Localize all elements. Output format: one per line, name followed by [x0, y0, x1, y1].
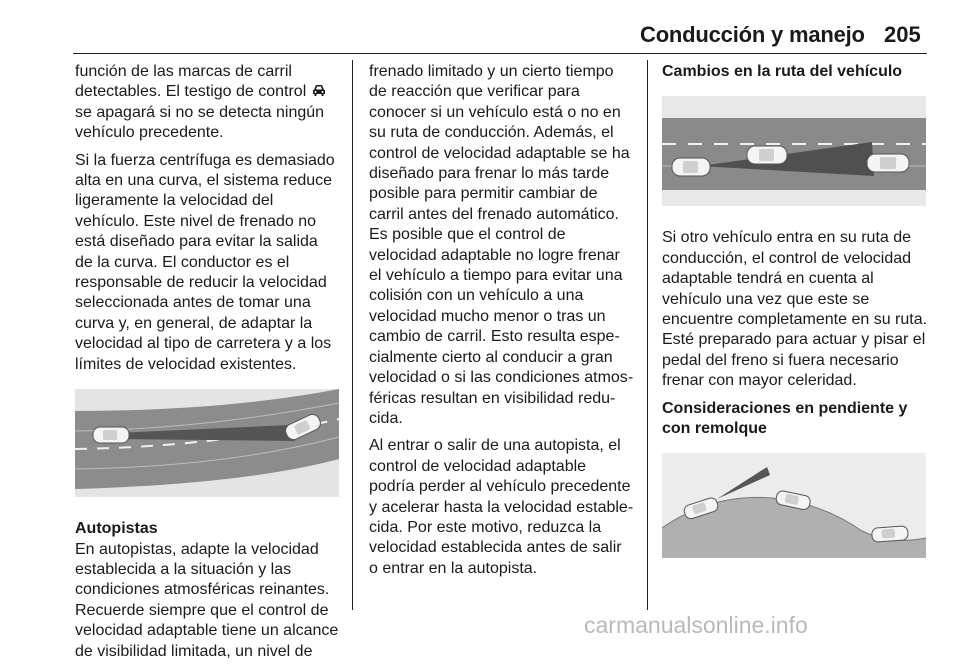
- paragraph-braking: frenado limitado y un cierto tiempo de reacción que verificar para conocer si un vehículo está o no en su ruta de conducción. Además, el control de velocidad adaptable se ha diseñado para frenar lo más tarde posible para permitir cambiar de carril antes del frenado automático. Es posible que el control de velocidad adaptable no logre frenar el vehículo a tiempo para evitar una colisión con un vehículo a una velocidad mucho menor o tras un cambio de carril. Esto resulta especialmente cierto al conducir a gran velocidad o si las condiciones atmosféricas resultan en visibilidad reducida.: [369, 63, 634, 427]
- column-1: [75, 62, 339, 669]
- lane-change-illustration: [662, 96, 926, 206]
- paragraph-entering-highway: Al entrar o salir de una autopista, el control de velocidad adaptable podría perder al vehículo precedente y acelerar hasta la velocidad establecida. Por este motivo, reduzca la velocidad establecida antes de salir o entrar en la autopista.: [369, 437, 634, 577]
- column-divider-2: [647, 60, 648, 610]
- heading-slopes-trailers: Consideraciones en pendiente y con remolque: [662, 399, 908, 438]
- page-number: 205: [884, 22, 921, 47]
- watermark-text: carmanualsonline.info: [584, 612, 808, 638]
- paragraph-path-changes: Si otro vehículo entra en su ruta de conducción, el control de velocidad adaptable tendrá en cuenta al vehículo una vez que este se encuentre completamente en su ruta. Esté preparado para actuar y pisar el pedal del freno si fuera necesario frenar con mayor celeridad.: [662, 229, 928, 390]
- column-3: [662, 62, 928, 580]
- heading-path-changes: Cambios en la ruta del vehículo: [662, 63, 903, 80]
- column-2: [369, 62, 634, 586]
- subheading-highways: Autopistas: [75, 520, 158, 538]
- paragraph-curves: Si la fuerza centrífuga es demasiado alta en una curva, el sistema reduce ligeramente la velocidad del vehículo. Este nivel de frenado no está diseñado para evitar la salida de la curva. El conductor es el responsable de reducir la velocidad seleccionada antes de tomar una curva y, en general, de adaptar la velocidad al tipo de carretera y a los límites de velocidad existentes.: [75, 151, 335, 373]
- slope-illustration: [662, 453, 926, 558]
- paragraph-highways: Autopistas En autopistas, adapte la velocidad establecida a la situación y las condiciones atmosféricas reinantes. Recuerde siempre que el control de velocidad adaptable tiene un alcance de visibilidad limitada, un nivel de: [75, 520, 339, 660]
- paragraph-detection: función de las marcas de carril detectables. El testigo de control se apagará si no se detecta ningún vehículo precedente.: [75, 62, 339, 144]
- header-rule: [73, 53, 927, 54]
- car-front-icon: [311, 82, 327, 102]
- column-divider-1: [352, 60, 353, 610]
- curve-road-illustration: [75, 389, 339, 497]
- chapter-title: Conducción y manejo: [640, 22, 865, 47]
